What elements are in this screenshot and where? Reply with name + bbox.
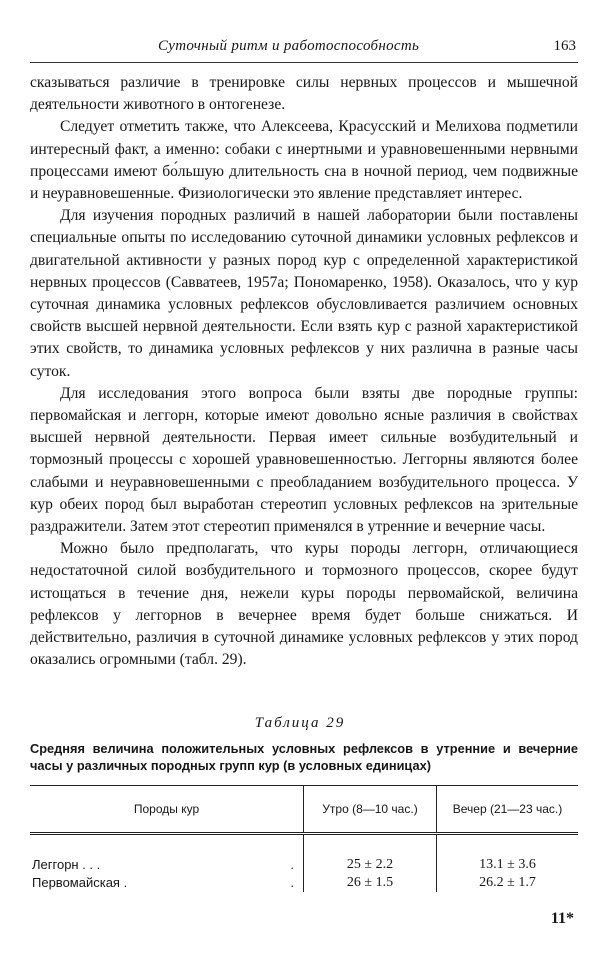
breed-cell: Леггорн . . . . (32, 857, 294, 872)
paragraph: Для изучения породных различий в нашей лаборатории были поставлены специальные опыты по исследованию суточной динамики условных рефлексов и двигательной активности у разных пород кур с определенной характеристикой нервных процессов (Савватеев, 1957а; Пономаренко, 1958). Оказалось, что у кур суточная динамика условных рефлексов обусловливается различием основных свойств высшей нервной деятельности. Если взять кур с разной характеристикой этих свойств, то динамика условных рефлексов у них различна в разные часы суток. (30, 207, 578, 380)
evening-value-cell: 13.1 ± 3.6 (437, 834, 579, 875)
breed-name: Леггорн . . . (32, 857, 101, 872)
morning-value-cell: 26 ± 1.5 (304, 874, 437, 892)
column-header-breed: Породы кур (30, 786, 304, 834)
body-text (30, 72, 578, 671)
column-header-morning: Утро (8—10 час.) (304, 786, 437, 834)
table-header-row (30, 786, 578, 834)
evening-value-cell: 26.2 ± 1.7 (437, 874, 579, 892)
paragraph: Можно было предполагать, что куры породы леггорн, отличающиеся недостаточной силой возбудительного и тормозного процессов, скорее будут истощаться в течение дня, нежели куры породы первомайской, величина рефлексов у леггорнов в вечернее время будет больше снижаться. И действительно, различия в суточной динамике условных рефлексов у этих пород оказались огромными (табл. 29). (30, 540, 578, 669)
running-header (30, 38, 578, 63)
paragraph: Следует отметить также, что Алексеева, Красусский и Мелихова подметили интересный факт, а именно: собаки с инертными и уравновешенными нервными процессами имеют бо́льшую длительность сна в ночной период, чем подвижные и неуравновешенные. Физиологически это явление представляет интерес. (30, 118, 578, 203)
breed-cell: Первомайская . . (32, 875, 294, 890)
paragraph: Для исследования этого вопроса были взяты две породные группы: первомайская и леггорн, которые имеют довольно ясные различия в свойствах высшей нервной деятельности. Первая имеет сильные возбудительный и тормозный процессы с хорошей уравновешенностью. Леггорны являются более слабыми и неуравновешенными с преобладанием возбудительного процесса. У кур обеих пород был выработан стереотип условных рефлексов на зрительные раздражители. Затем этот стереотип применялся в утренние и вечерние часы. (30, 384, 578, 536)
morning-value-cell: 25 ± 2.2 (304, 834, 437, 875)
breed-name: Первомайская . (32, 875, 128, 890)
table-row (30, 834, 578, 875)
table-caption: Средняя величина положительных условных рефлексов в утренние и вечерние часы у различных породных групп кур (в условных единицах) (30, 741, 578, 773)
page-number: 163 (553, 38, 576, 54)
table-row (30, 874, 578, 892)
paragraph: сказываться различие в тренировке силы нервных процессов и мышечной деятельности животного в онтогенезе. (30, 74, 578, 114)
running-header-title: Суточный ритм и работоспособность (158, 38, 420, 54)
column-header-evening: Вечер (21—23 час.) (437, 786, 579, 834)
data-table (30, 785, 578, 892)
table-label: Таблица 29 (254, 715, 346, 731)
signature-mark: 11* (550, 910, 574, 927)
